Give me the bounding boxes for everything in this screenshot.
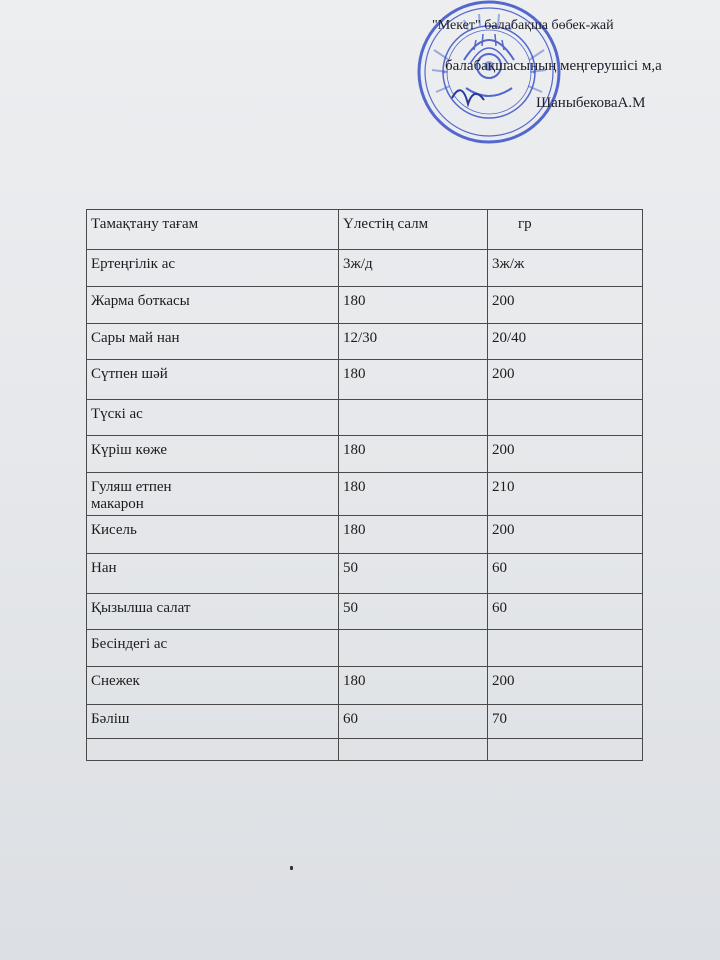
paper-speck [290, 866, 293, 870]
table-cell: 60 [488, 594, 643, 630]
table-cell: Күріш көже [87, 436, 339, 473]
table-cell: 180 [339, 287, 488, 324]
table-cell: Бесіндегі ас [87, 630, 339, 667]
table-cell [488, 400, 643, 436]
table-cell: 180 [339, 360, 488, 400]
table-cell: 180 [339, 516, 488, 554]
table-cell [488, 739, 643, 761]
header-kindergarten-name: "Мекет" балабақша бөбек-жай [432, 18, 614, 33]
header-head-name: ШаныбековаА.М [536, 95, 646, 111]
table-row [87, 473, 643, 516]
table-cell: Бәліш [87, 705, 339, 739]
table-cell: 200 [488, 667, 643, 705]
table-row [87, 594, 643, 630]
table-cell: 60 [339, 705, 488, 739]
table-cell: 50 [339, 554, 488, 594]
table-row [87, 705, 643, 739]
table-cell: Түскі ас [87, 400, 339, 436]
table-cell: Нан [87, 554, 339, 594]
table-row [87, 554, 643, 594]
table-cell: 200 [488, 360, 643, 400]
table-row-section [87, 400, 643, 436]
table-cell: 3ж/д [339, 250, 488, 287]
table-row [87, 360, 643, 400]
table-cell: 180 [339, 473, 488, 516]
table-row [87, 436, 643, 473]
header-head-title: балабақшасының меңгерушісі м,а [445, 58, 662, 74]
table-row [87, 516, 643, 554]
table-cell: Гуляш етпен макарон [87, 473, 339, 516]
table-cell: 20/40 [488, 324, 643, 360]
table-cell: Қызылша салат [87, 594, 339, 630]
table-cell: 200 [488, 287, 643, 324]
header-cell-portion: Үлестің салм [339, 210, 488, 250]
table-cell [339, 739, 488, 761]
table-cell: 180 [339, 436, 488, 473]
table-row-section [87, 630, 643, 667]
table-cell: Сүтпен шәй [87, 360, 339, 400]
table-cell: Снежек [87, 667, 339, 705]
table-row [87, 287, 643, 324]
table-cell: 200 [488, 516, 643, 554]
table-cell [87, 739, 339, 761]
table-row-empty [87, 739, 643, 761]
table-cell: 210 [488, 473, 643, 516]
table-cell: 180 [339, 667, 488, 705]
table-cell: Сары май нан [87, 324, 339, 360]
header-cell-unit: гр [488, 210, 643, 250]
table-cell: Ертеңгілік ас [87, 250, 339, 287]
table-cell: 60 [488, 554, 643, 594]
table-cell: 50 [339, 594, 488, 630]
header-cell-dish: Тамақтану тағам [87, 210, 339, 250]
table-row [87, 324, 643, 360]
table-header-row [87, 210, 643, 250]
table-cell: 70 [488, 705, 643, 739]
table-cell: Кисель [87, 516, 339, 554]
table-row [87, 250, 643, 287]
table-cell: 12/30 [339, 324, 488, 360]
table-cell: 200 [488, 436, 643, 473]
table-cell: 3ж/ж [488, 250, 643, 287]
menu-table [86, 209, 643, 761]
table-cell [488, 630, 643, 667]
table-cell [339, 630, 488, 667]
table-row [87, 667, 643, 705]
table-cell [339, 400, 488, 436]
table-cell: Жарма боткасы [87, 287, 339, 324]
